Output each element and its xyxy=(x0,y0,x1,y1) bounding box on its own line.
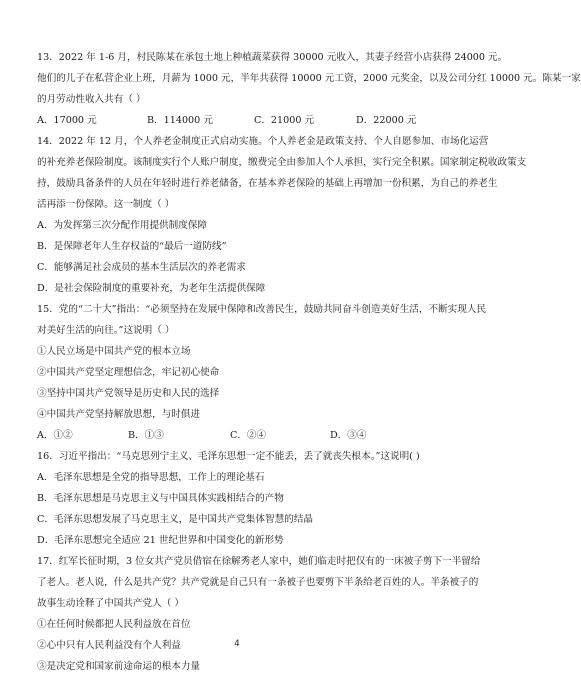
q17-stem-line-1: 17．红军长征时期，3 位女共产党员借宿在徐解秀老人家中，她们临走时把仅有的一床被子剪下一半留给 xyxy=(37,556,481,567)
q14-stem-line-1: 14．2022 年 12 月，个人养老金制度正式启动实施。个人养老金是政策支持、个人自愿参加、市场化运营 xyxy=(37,136,489,147)
q15-item-4: ④中国共产党坚持解放思想，与时俱进 xyxy=(37,409,201,420)
q16-option-d: D．毛泽东思想完全适应 21 世纪世界和中国变化的新形势 xyxy=(37,535,284,546)
q15-stem-line-2: 对美好生活的向往。”这说明（ ） xyxy=(37,325,175,336)
q14-option-c: C．能够满足社会成员的基本生活层次的养老需求 xyxy=(37,262,246,273)
page-number: 4 xyxy=(234,639,240,649)
q14-stem-line-3: 持，鼓励具备条件的人员在年轻时进行养老储备，在基本养老保险的基础上再增加一份积累，为自己的养老生 xyxy=(37,178,498,189)
q13-option-c: C．21000 元 xyxy=(254,115,315,126)
q17-item-3: ③是决定党和国家前途命运的根本力量 xyxy=(37,661,201,672)
q15-item-2: ②中国共产党坚定理想信念，牢记初心使命 xyxy=(37,367,220,378)
q15-item-3: ③坚持中国共产党领导是历史和人民的选择 xyxy=(37,388,220,399)
q15-item-1: ①人民立场是中国共产党的根本立场 xyxy=(37,346,191,357)
q16-option-c: C．毛泽东思想发展了马克思主义，是中国共产党集体智慧的结晶 xyxy=(37,514,313,525)
q14-option-a: A．为发挥第三次分配作用提供制度保障 xyxy=(37,220,208,231)
q15-option-c: C．②④ xyxy=(230,430,267,441)
q16-option-b: B．毛泽东思想是马克思主义与中国具体实践相结合的产物 xyxy=(37,493,284,504)
q16-stem-line-1: 16．习近平指出：“马克思列宁主义、毛泽东思想一定不能丢，丢了就丧失根本。”这说明( ) xyxy=(37,451,420,462)
q15-stem-line-1: 15．党的“二十大”指出：“必须坚持在发展中保障和改善民生，鼓励共同奋斗创造美好生活，不断实现人民 xyxy=(37,304,487,315)
q13-stem-line-3: 的月劳动性收入共有（ ） xyxy=(37,94,146,105)
q14-stem-line-2: 的补充养老保险制度。该制度实行个人账户制度，缴费完全由参加人个人承担，实行完全积累。国家制定税收政策支 xyxy=(37,157,527,168)
q13-stem-line-1: 13．2022 年 1-6 月，村民陈某在承包土地上种植蔬菜获得 30000 元收入，其妻子经营小店获得 24000 元。 xyxy=(37,52,508,63)
q13-option-d: D．22000 元 xyxy=(356,115,417,126)
q13-options xyxy=(37,115,447,127)
q17-item-2: ②心中只有人民利益没有个人利益 xyxy=(37,640,181,651)
q13-stem-line-2: 他们的儿子在私营企业上班，月薪为 1000 元，半年共获得 10000 元工资，2000 元奖金，以及公司分红 10000 元。陈某一家 xyxy=(37,73,581,84)
q15-options xyxy=(37,430,447,442)
q15-option-d: D．③④ xyxy=(330,430,367,441)
q15-option-a: A．①② xyxy=(37,430,73,441)
q14-option-b: B．是保障老年人生存权益的“最后一道防线” xyxy=(37,241,227,252)
q15-option-b: B．①③ xyxy=(128,430,164,441)
q17-stem-line-2: 了老人。老人说，什么是共产党？共产党就是自己只有一条被子也要剪下半条给老百姓的人。半条被子的 xyxy=(37,577,479,588)
q14-stem-line-4: 活再添一份保障。这一制度（ ） xyxy=(37,199,175,210)
q17-stem-line-3: 故事生动诠释了中国共产党人（ ） xyxy=(37,598,184,609)
q13-option-a: A．17000 元 xyxy=(37,115,97,126)
q17-item-1: ①在任何时候都把人民利益放在首位 xyxy=(37,619,191,630)
q13-option-b: B．114000 元 xyxy=(147,115,213,126)
q14-option-d: D．是社会保险制度的重要补充，为老年生活提供保障 xyxy=(37,283,266,294)
q16-option-a: A．毛泽东思想是全党的指导思想，工作上的理论基石 xyxy=(37,472,265,483)
